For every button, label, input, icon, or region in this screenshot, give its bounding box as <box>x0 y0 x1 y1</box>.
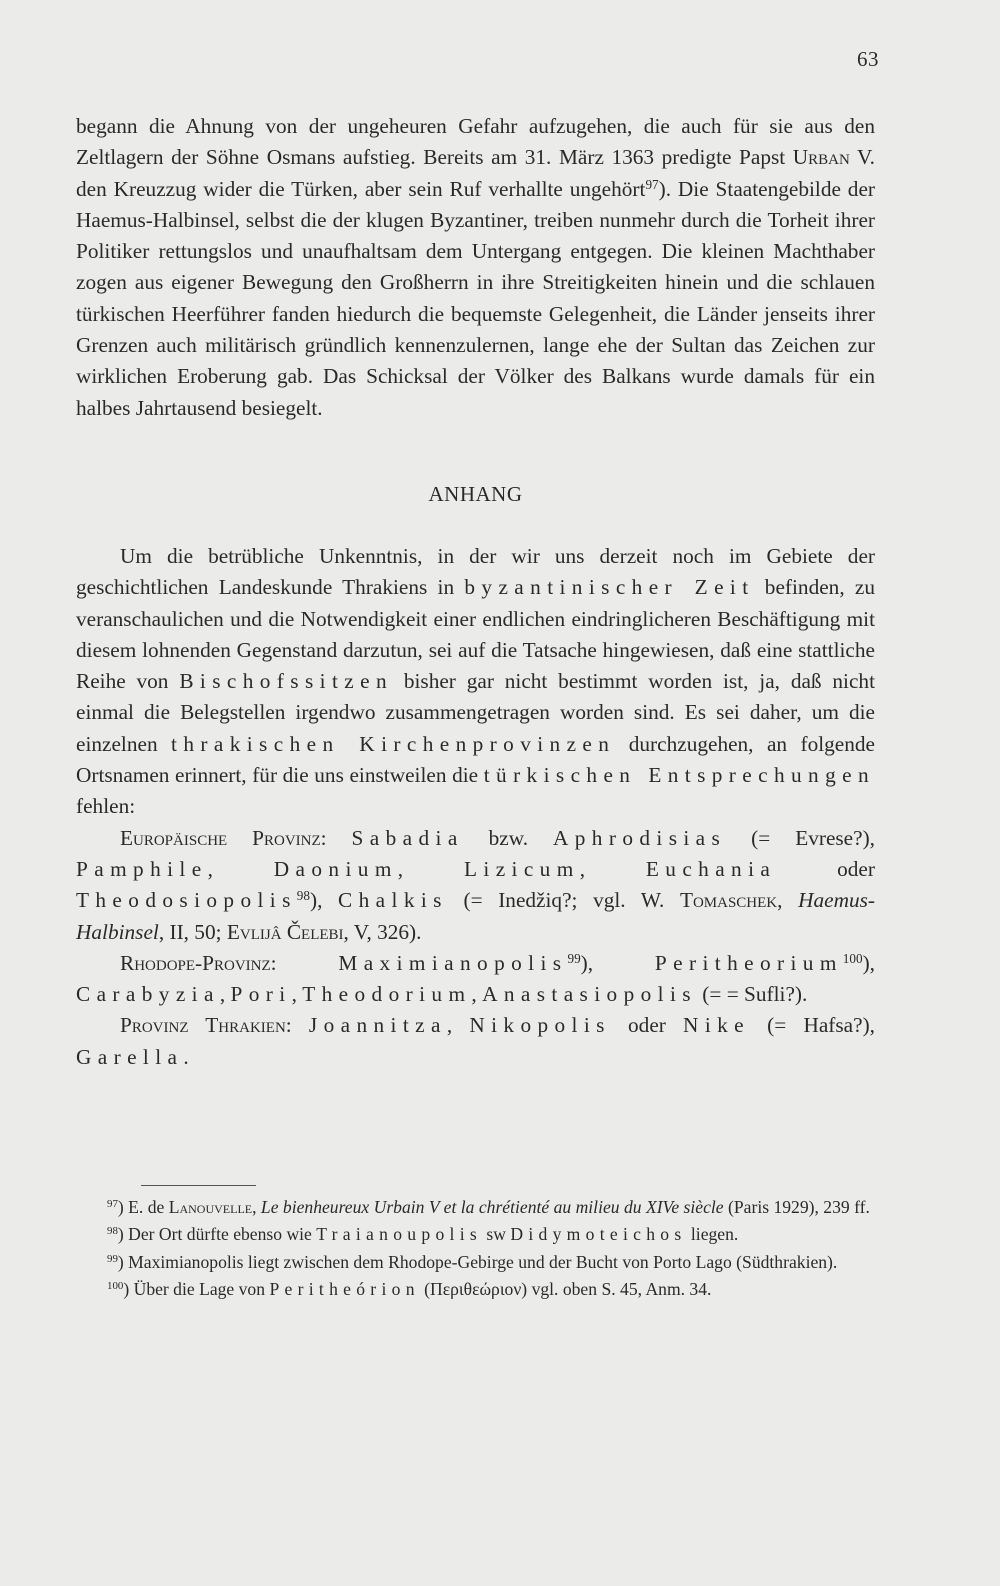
place-name: Aphrodisias <box>552 825 727 850</box>
page-number: 63 <box>857 47 879 71</box>
province-label: Rhodope-Provinz: <box>120 950 277 975</box>
text: ) Über die Lage von <box>123 1278 270 1299</box>
text: (= Evrese?), <box>726 825 876 850</box>
author-name: Lanouvelle <box>168 1197 253 1217</box>
text: ), <box>309 888 339 913</box>
text: , <box>777 888 799 913</box>
text: , <box>579 856 646 881</box>
place-name: Garella <box>76 1044 184 1069</box>
place-name: Lizicum <box>463 856 580 881</box>
place-name: Maximianopolis <box>338 950 568 975</box>
place-name: Sabadia <box>351 825 464 850</box>
text: oder <box>610 1013 684 1038</box>
text: , <box>219 982 231 1007</box>
text: . <box>183 1044 189 1069</box>
paragraph-1 <box>76 111 875 424</box>
author-name: Tomaschek <box>679 888 778 913</box>
text: befinden, zu veranschaulichen und die Notwendigkeit einer endlichen eindringlicheren Beschäftigung mit diesem lohnenden Gegenstand darzutun, sei auf die Tatsache hingewiesen, daß eine stattliche Reihe von <box>76 575 875 694</box>
text: sw <box>482 1224 511 1245</box>
footnote-ref: 98 <box>296 887 310 903</box>
text: liegen. <box>686 1224 739 1245</box>
text: begann die Ahnung von der ungeheuren Gefahr aufzugehen, die auch für sie aus den Zeltlagern der Söhne Osmans aufstieg. Bereits am 31. März 1363 predigte Papst <box>76 114 875 170</box>
text: bzw. <box>463 825 553 850</box>
text: ), <box>862 950 875 975</box>
text: oder <box>776 856 875 881</box>
book-title: Haemus-Halbinsel <box>76 888 875 944</box>
text: , V, 326). <box>343 919 422 944</box>
place-name: Carabyzia <box>76 982 220 1007</box>
place-name: Joannitza <box>308 1013 447 1038</box>
footnote-ref: 99 <box>567 950 581 966</box>
text: ) Maximianopolis liegt zwischen dem Rhodope-Gebirge und der Bucht von Porto Lago (Südthrakien). <box>117 1251 838 1272</box>
text: V. den Kreuzzug wider die Türken, aber sein Ruf verhallte ungehört <box>76 145 875 201</box>
text: ) E. de <box>117 1197 169 1217</box>
spaced-term: Bischofssitzen <box>179 669 393 694</box>
place-name: Daonium <box>273 856 398 881</box>
text: , <box>252 1197 261 1217</box>
footnotes <box>76 1194 875 1303</box>
footnote-number: 98 <box>107 1225 118 1238</box>
text: , <box>291 982 303 1007</box>
paragraph-provinz-thrakien <box>76 1010 875 1073</box>
author-name: Urban <box>792 145 850 170</box>
footnote-97 <box>76 1194 875 1221</box>
place-name: Theodorium <box>302 982 472 1007</box>
spaced-term: türkischen Entsprechungen <box>483 763 875 788</box>
place-name: Didymoteichos <box>510 1224 687 1245</box>
main-text <box>76 111 875 1073</box>
text: , <box>471 982 483 1007</box>
place-name: Traianoupolis <box>316 1224 482 1245</box>
place-name: Theodosiopolis <box>76 888 297 913</box>
spaced-term: thrakischen Kirchenprovinzen <box>171 731 616 756</box>
text: (= Hafsa?), <box>750 1013 875 1038</box>
section-heading: ANHANG <box>428 481 523 506</box>
text: , <box>446 1013 470 1038</box>
paragraph-2 <box>76 541 875 823</box>
place-name: Peritheórion <box>269 1278 420 1299</box>
text: , II, 50; <box>158 919 227 944</box>
place-name: Nikopolis <box>469 1013 611 1038</box>
author-name: Evlijâ Čelebi <box>226 919 344 944</box>
place-name: Anastasiopolis <box>482 982 697 1007</box>
place-name: Chalkis <box>338 888 448 913</box>
text: (Paris 1929), 239 ff. <box>723 1197 870 1217</box>
footnote-number: 100 <box>107 1279 124 1292</box>
place-name: Euchania <box>645 856 777 881</box>
book-title: Le bienheureux Urbain V et la chrétienté au milieu du XIVe siècle <box>260 1197 724 1217</box>
province-label: Provinz Thrakien: <box>120 1013 292 1038</box>
text: ), <box>580 950 655 975</box>
text: durchzugehen, an folgende Ortsnamen erinnert, für die uns einstweilen die <box>76 731 875 788</box>
footnote-99 <box>76 1249 875 1276</box>
text: ). Die Staatengebilde der Haemus-Halbinsel, selbst die der klugen Byzantiner, treiben nunmehr durch die Torheit ihrer Politiker rettungslos und unaufhaltsam dem Untergang entgegen. Die kleinen Machthaber zogen aus eigener Bewegung den Großherrn in ihre Streitigkeiten hinein und die schlauen türkischen Heerführer fanden hiedurch die bequemste Gelegenheit, die Länder jenseits ihrer Grenzen auch militärisch gründlich kennenzulernen, lange ehe der Sultan das Zeichen zur wirklichen Eroberung gab. Das Schicksal der Völker des Balkans wurde damals für ein halbes Jahrtausend besiegelt. <box>76 176 875 420</box>
footnote-98 <box>76 1221 875 1248</box>
footnote-number: 97 <box>107 1198 118 1210</box>
spaced-term: byzantinischer Zeit <box>464 575 755 600</box>
footnote-ref: 100 <box>842 950 863 966</box>
province-label: Europäische Provinz: <box>120 825 327 850</box>
paragraph-rhodope-provinz <box>76 948 875 1011</box>
place-name: Nike <box>683 1013 751 1038</box>
footnote-100 <box>76 1276 875 1303</box>
text: , <box>397 856 464 881</box>
text: (Περιθεώριον) vgl. oben S. 45, Anm. 34. <box>419 1278 712 1299</box>
footnote-number: 99 <box>107 1252 118 1265</box>
footnote-divider <box>141 1185 256 1186</box>
text: fehlen: <box>76 794 136 819</box>
text: Um die betrübliche Unkenntnis, in der wir uns derzeit noch im Gebiete der geschichtlichen Landeskunde Thrakiens in <box>76 543 875 600</box>
text: ) Der Ort dürfte ebenso wie <box>117 1224 317 1245</box>
text: , <box>207 856 274 881</box>
paragraph-europaeische-provinz <box>76 823 875 948</box>
text: (= = Sufli?). <box>696 982 808 1007</box>
footnote-ref: 97 <box>645 176 659 192</box>
place-name: Pamphile <box>76 856 208 881</box>
text: bisher gar nicht bestimmt worden ist, ja, daß nicht einmal die Belegstellen irgendwo zusammengetragen worden sind. Es sei daher, um die einzelnen <box>76 669 875 756</box>
place-name: Peritheorium <box>654 950 843 975</box>
place-name: Pori <box>230 982 292 1007</box>
text: (= Inedžiq?; vgl. W. <box>447 888 680 913</box>
